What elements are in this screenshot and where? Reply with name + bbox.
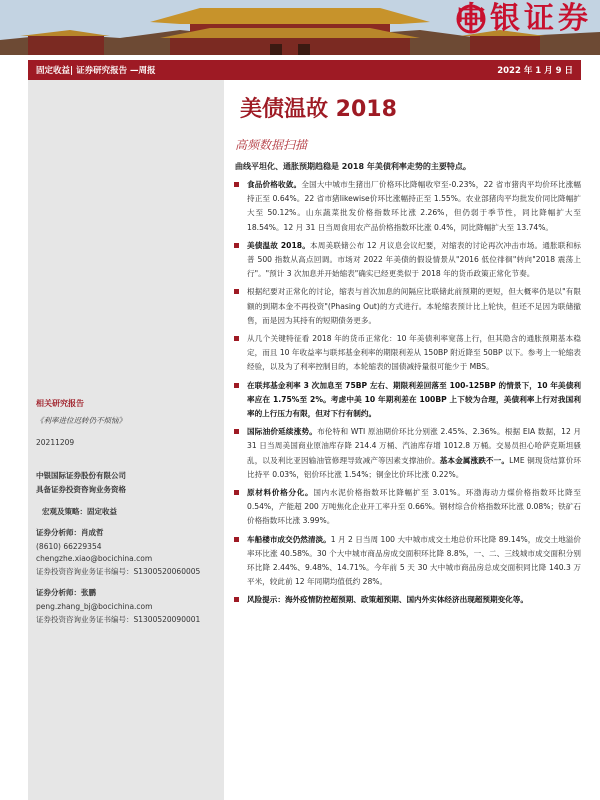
bullet-text: 在联邦基金利率 3 次加息至 75BP 左右、期限利差回落至 100-125BP 的情景下，10 年美债利率应在 1.75%至 2%。考虑中美 10 年期利差在 100BP 上下较为合理，美债利率上行对我国利率的上行压力有限，但对下行有制约。 [247,380,581,419]
analyst-1 [36,527,216,577]
bullet-text: 根据纪要对正常化的讨论，缩表与首次加息的间隔应比联储此前预期的更短，但大概率仍是以"有限额的到期本金不再投资"(Phasing Out)的方式进行。本轮缩表预计比上轮快，但还不足因为联储撤售，而是因为其持有的短期债务更多。 [247,287,581,325]
bullet-heading: 美债温故 2018。 [247,240,310,250]
analyst-1-phone: (8610) 66229354 [36,542,102,551]
bullet-text: 全国大中城市生猪出厂价格环比降幅收窄至-0.23%，22 省市猪肉平均价环比涨幅持正至 0.64%。22 省市猪likewise价环比涨幅持正至 1.55%。农业部猪肉平均批发价同比降幅扩大至 50.12%。山东蔬菜批发价格指数环比涨 2.26%，但仍弱于季节性，同比降幅扩大至 18.54%。12 月 31 日当周食用农产品价格指数环比涨 0.4%，同比降幅扩大至 13.74%。 [247,180,582,232]
report-category: 固定收益| 证券研究报告 —周报 [36,66,156,76]
analyst-2 [36,587,216,625]
logo-text: 中银证券 [456,1,592,36]
company-info [36,470,216,495]
bullet-item-risk [233,593,581,607]
analyst-1-name: 证券分析师：肖成哲 [36,528,104,537]
bullet-item [233,332,581,375]
report-title: 美债温故 2018 [240,97,397,122]
company-license: 具备证券投资咨询业务资格 [36,485,126,494]
analyst-2-email[interactable]: peng.zhang_bj@bocichina.com [36,602,153,611]
bullet-heading-2: 基本金属涨跌不一。 [439,455,510,465]
related-research-section [36,398,216,447]
bullet-item [233,486,581,529]
bullet-text: 海外疫情防控超预期、政策超预期、国内外实体经济出现超预期变化等。 [284,595,528,605]
bullet-text: 从几个关键特征看 2018 年的货币正常化：10 年美债利率宽荡上行，但其隐含的通胀预期基本稳定，而且 10 年收益率与联邦基金利率的期限利差从 150BP 附近降至 50BP 以下。参考上一轮缩表经验，以及为了利率控制目的，本轮缩表的国债减持量很可能少于 MBS。 [247,334,581,372]
bullet-text: 1 月 2 日当周 100 大中城市成交土地总价环比降 89.14%，成交土地溢价率环比涨 40.58%。30 个大中城市商品房成交面积环比降 8.8%，一、二、三线城市成交面积分别环比降 2.44%、9.48%、14.71%。今年前 5 天 30 大中城市商品房总成交面积同比降 140.3 万平米，较此前 12 年同期均值低约 28%。 [247,534,582,587]
report-lead: 曲线平坦化、通胀预期趋稳是 2018 年美债利率走势的主要特点。 [235,162,471,171]
bullet-item [233,425,581,482]
bank-logo-icon [456,4,486,34]
bullet-heading: 车船楼市成交仍然清淡。 [247,534,331,544]
analyst-2-cert: 证券投资咨询业务证书编号：S1300520090001 [36,615,201,624]
bullet-heading: 风险提示： [247,595,285,605]
report-info-bar [28,60,581,80]
bullet-item [233,533,581,590]
related-research-title: 相关研究报告 [36,399,84,408]
bullet-item [233,285,581,328]
bullet-text-2: LME 铜现货结算价环比持平 0.03%，铝价环比涨 1.54%；铜金比价环比涨 0.22%。 [247,455,582,479]
report-subtitle: 高频数据扫描 [235,138,308,152]
bullet-heading: 原材料价格分化。 [247,488,314,498]
bullet-text: 国内水泥价格指数环比降幅扩至 3.01%。环渤海动力煤价格指数环比降至 0.54%，产能超 200 万吨焦化企业开工率升至 0.66%。钢材综合价格指数环比涨 0.08%；铁矿石价格指数环比涨 3.99%。 [247,488,581,526]
bullet-list [233,178,581,612]
company-name: 中银国际证券股份有限公司 [36,471,126,480]
bullet-heading: 食品价格收敛。 [247,180,302,189]
analyst-1-email[interactable]: chengzhe.xiao@bocichina.com [36,554,153,563]
bullet-text: 本周美联储公布 12 月议息会议纪要，对缩表的讨论再次冲击市场。通胀联和标普 500 指数从高点回调。市场对 2022 年美债的假设情景从"2016 低位徘徊"转向"2018 震荡上行"。"预计 3 次加息并开始缩表"确实已经更类似于 2018 年的货币政策正常化节奏。 [247,240,581,279]
sector-label: 宏观及策略：固定收益 [42,507,117,516]
analyst-1-cert: 证券投资咨询业务证书编号：S1300520060005 [36,567,201,576]
report-date: 2022 年 1 月 9 日 [497,66,573,76]
related-report-link[interactable]: 《利率进位迟转仍不烦恼》 [36,416,126,425]
bullet-item [233,178,581,235]
bullet-text: 布伦特和 WTI 原油期价环比分别涨 2.45%、2.36%。根据 EIA 数据，12 月 31 日当周美国商业原油库存降 214.4 万桶、汽油库存增 1012.8 万桶。交易员担心哈萨克斯坦骚乱，以及利比亚因输油管修理导致减产等因素支撑油价。 [247,427,581,465]
bullet-heading: 国际油价延续涨势。 [247,427,318,437]
bullet-item-highlight [233,379,581,422]
analyst-2-name: 证券分析师：张鹏 [36,588,96,597]
company-logo [456,1,592,36]
header-banner [0,0,600,55]
analyst-section [36,506,216,625]
bullet-item [233,239,581,282]
related-report-code: 20211209 [36,438,75,447]
